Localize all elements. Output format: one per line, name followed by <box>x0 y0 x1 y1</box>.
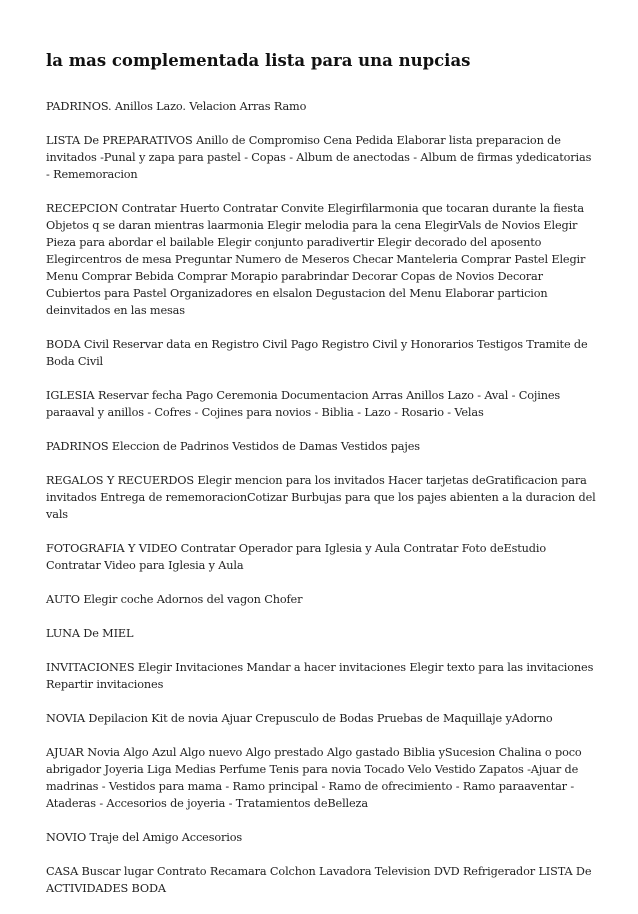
paragraph-fotografia-video: FOTOGRAFIA Y VIDEO Contratar Operador para Iglesia y Aula Contratar Foto deEstudio Contratar Video para Iglesia y Aula <box>46 542 546 572</box>
page-title: la mas complementada lista para una nupcias <box>46 51 471 70</box>
paragraph-luna-de-miel: LUNA De MIEL <box>46 627 134 640</box>
paragraph-padrinos-intro: PADRINOS. Anillos Lazo. Velacion Arras Ramo <box>46 100 307 113</box>
paragraph-novio: NOVIO Traje del Amigo Accesorios <box>46 831 243 844</box>
paragraph-regalos-recuerdos: REGALOS Y RECUERDOS Elegir mencion para los invitados Hacer tarjetas deGratificacion para invitados Entrega de rememoracionCotizar Burbujas para que los pajes abienten a la duracion del vals <box>46 474 596 521</box>
paragraph-ajuar: AJUAR Novia Algo Azul Algo nuevo Algo prestado Algo gastado Biblia ySucesion Chalina o poco abrigador Joyeria Liga Medias Perfume Tenis para novia Tocado Velo Vestido Zapatos -Ajuar de madrinas - Vestidos para mama - Ramo principal - Ramo de ofrecimiento - Ramo paraaventar - Ataderas - Accesorios de joyeria - Tratamientos deBelleza <box>46 746 582 810</box>
paragraph-iglesia: IGLESIA Reservar fecha Pago Ceremonia Documentacion Arras Anillos Lazo - Aval - Cojines paraaval y anillos - Cofres - Cojines para novios - Biblia - Lazo - Rosario - Velas <box>46 389 561 419</box>
paragraph-boda-civil: BODA Civil Reservar data en Registro Civil Pago Registro Civil y Honorarios Testigos Tramite de Boda Civil <box>46 338 588 368</box>
paragraph-casa: CASA Buscar lugar Contrato Recamara Colchon Lavadora Television DVD Refrigerador LISTA De ACTIVIDADES BODA <box>46 865 592 895</box>
paragraph-padrinos: PADRINOS Eleccion de Padrinos Vestidos de Damas Vestidos pajes <box>46 440 420 453</box>
paragraph-recepcion: RECEPCION Contratar Huerto Contratar Convite Elegirfilarmonia que tocaran durante la fiesta Objetos q se daran mientras laarmonia Elegir melodia para la cena ElegirVals de Novios Elegir Pieza para abordar el bailable Elegir conjunto paradivertir Elegir decorado del aposento Elegircentros de mesa Preguntar Numero de Meseros Checar Manteleria Comprar Pastel Elegir Menu Comprar Bebida Comprar Morapio parabrindar Decorar Copas de Novios Decorar Cubiertos para Pastel Organizadores en elsalon Degustacion del Menu Elaborar particion deinvitados en las mesas <box>46 202 586 317</box>
document-body <box>46 98 596 914</box>
paragraph-auto: AUTO Elegir coche Adornos del vagon Chofer <box>46 593 303 606</box>
paragraph-invitaciones: INVITACIONES Elegir Invitaciones Mandar a hacer invitaciones Elegir texto para las invitaciones Repartir invitaciones <box>46 661 594 691</box>
paragraph-novia: NOVIA Depilacion Kit de novia Ajuar Crepusculo de Bodas Pruebas de Maquillaje yAdorno <box>46 712 553 725</box>
paragraph-lista-preparativos: LISTA De PREPARATIVOS Anillo de Compromiso Cena Pedida Elaborar lista preparacion de invitados -Punal y zapa para pastel - Copas - Album de anectodas - Album de firmas ydedicatorias - Rememoracion <box>46 134 592 181</box>
